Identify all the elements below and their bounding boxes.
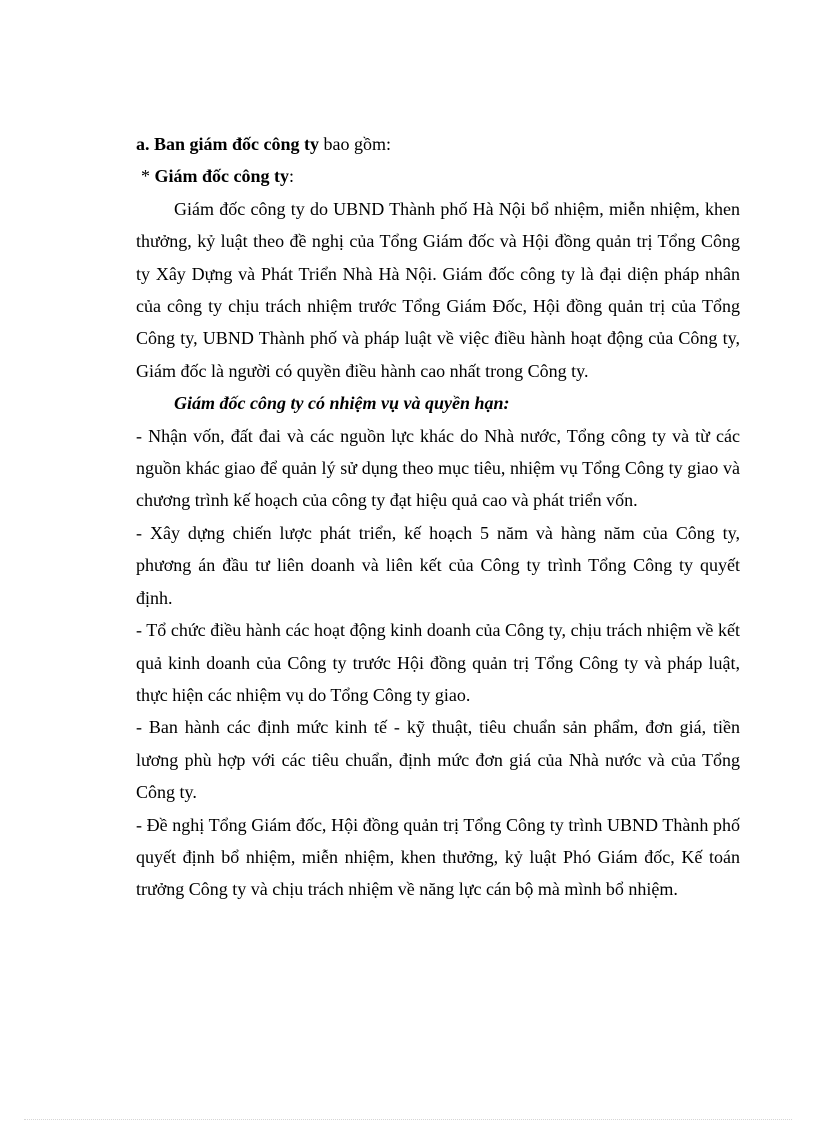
director-title: Giám đốc công ty [154, 166, 289, 187]
director-description: Giám đốc công ty do UBND Thành phố Hà Nội bổ nhiệm, miễn nhiệm, khen thưởng, kỷ luật theo đề nghị của Tổng Giám đốc và Hội đồng quản trị Tổng Công ty Xây Dựng và Phát Triển Nhà Hà Nội. Giám đốc công ty là đại diện pháp nhân của công ty chịu trách nhiệm trước Tổng Giám Đốc, Hội đồng quản trị của Tổng Công ty, UBND Thành phố và pháp luật về việc điều hành hoạt động của Công ty, Giám đốc là người có quyền điều hành cao nhất trong Công ty. [136, 198, 740, 381]
duty-item: - Nhận vốn, đất đai và các nguồn lực khác do Nhà nước, Tổng công ty và từ các nguồn khác giao để quản lý sử dụng theo mục tiêu, nhiệm vụ Tổng Công ty giao và chương trình kế hoạch của công ty đạt hiệu quả cao và phát triển vốn. [136, 425, 740, 511]
section-heading-bold: a. Ban giám đốc công ty [136, 134, 320, 154]
section-heading-rest: bao gồm: [319, 134, 392, 154]
page-bottom-divider [24, 1119, 792, 1120]
duty-item: - Đề nghị Tổng Giám đốc, Hội đồng quản trị Tổng Công ty trình UBND Thành phố quyết định bổ nhiệm, miễn nhiệm, khen thưởng, kỷ luật Phó Giám đốc, Kế toán trưởng Công ty và chịu trách nhiệm về năng lực cán bộ mà mình bổ nhiệm. [136, 814, 740, 900]
director-heading [136, 160, 740, 192]
section-heading [136, 128, 740, 160]
document-body [136, 128, 740, 906]
duties-heading: Giám đốc công ty có nhiệm vụ và quyền hạn: [174, 393, 510, 414]
duty-item: - Tổ chức điều hành các hoạt động kinh doanh của Công ty, chịu trách nhiệm về kết quả kinh doanh của Công ty trước Hội đồng quản trị Tổng Công ty và pháp luật, thực hiện các nhiệm vụ do Tổng Công ty giao. [136, 620, 740, 705]
bullet-marker: * [141, 166, 155, 187]
director-title-suffix: : [289, 166, 295, 187]
duty-item: - Ban hành các định mức kinh tế - kỹ thuật, tiêu chuẩn sản phẩm, đơn giá, tiền lương phù hợp với các tiêu chuẩn, định mức đơn giá của Nhà nước và của Tổng Công ty. [136, 717, 740, 803]
duty-item: - Xây dựng chiến lược phát triển, kế hoạch 5 năm và hàng năm của Công ty, phương án đầu tư liên doanh và liên kết của Công ty trình Tổng Công ty quyết định. [136, 522, 740, 608]
